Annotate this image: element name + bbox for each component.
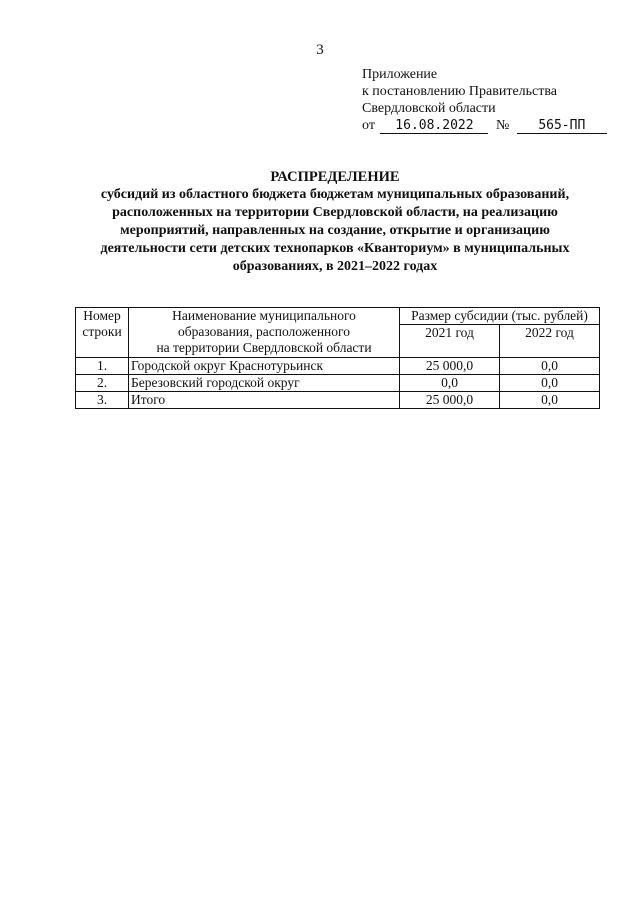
table-header-row <box>76 308 600 325</box>
title-line-1: субсидий из областного бюджета бюджетам муниципальных образований, <box>100 187 570 202</box>
number-label: № <box>495 118 510 133</box>
row-municipality: Городской округ Краснотурьинск <box>129 358 400 375</box>
subsidies-table <box>75 307 600 409</box>
appendix-resolution: к постановлению Правительства <box>362 84 558 99</box>
row-number: 1. <box>76 358 129 375</box>
appendix-block <box>362 66 607 134</box>
resolution-number: 565-ПП <box>517 118 607 134</box>
row-number: 3. <box>76 392 129 409</box>
header-name-line2: образования, расположенного <box>178 324 350 339</box>
row-value-2021: 25 000,0 <box>400 392 500 409</box>
row-value-2021: 0,0 <box>400 375 500 392</box>
row-value-2021: 25 000,0 <box>400 358 500 375</box>
from-label: от <box>362 118 375 133</box>
header-number-line2: строки <box>82 324 122 339</box>
appendix-title: Приложение <box>362 67 438 82</box>
title-line-2: расположенных на территории Свердловской области, на реализацию <box>112 205 558 220</box>
header-name-line3: на территории Свердловской области <box>156 340 372 355</box>
table-row-total <box>76 392 600 409</box>
row-municipality: Березовский городской округ <box>129 375 400 392</box>
table-row <box>76 358 600 375</box>
title-line-5: образованиях, в 2021–2022 годах <box>232 259 438 274</box>
page-number: 3 <box>316 42 324 58</box>
header-number <box>76 308 129 358</box>
row-number: 2. <box>76 375 129 392</box>
title-line-4: деятельности сети детских технопарков «Кванториум» в муниципальных <box>100 241 570 256</box>
table-row <box>76 375 600 392</box>
header-year-2022: 2022 год <box>500 325 600 358</box>
row-value-2022: 0,0 <box>500 375 600 392</box>
row-municipality: Итого <box>129 392 400 409</box>
appendix-date-line <box>362 117 607 134</box>
title-heading: РАСПРЕДЕЛЕНИЕ <box>270 169 400 185</box>
header-name-line1: Наименование муниципального <box>172 308 356 323</box>
appendix-region: Свердловской области <box>362 101 496 116</box>
resolution-date: 16.08.2022 <box>380 118 488 134</box>
row-value-2022: 0,0 <box>500 358 600 375</box>
header-municipality <box>129 308 400 358</box>
header-amount: Размер субсидии (тыс. рублей) <box>400 308 600 325</box>
header-year-2021: 2021 год <box>400 325 500 358</box>
row-value-2022: 0,0 <box>500 392 600 409</box>
document-title <box>70 168 600 276</box>
title-line-3: мероприятий, направленных на создание, открытие и организацию <box>120 223 550 238</box>
header-number-line1: Номер <box>83 308 121 323</box>
